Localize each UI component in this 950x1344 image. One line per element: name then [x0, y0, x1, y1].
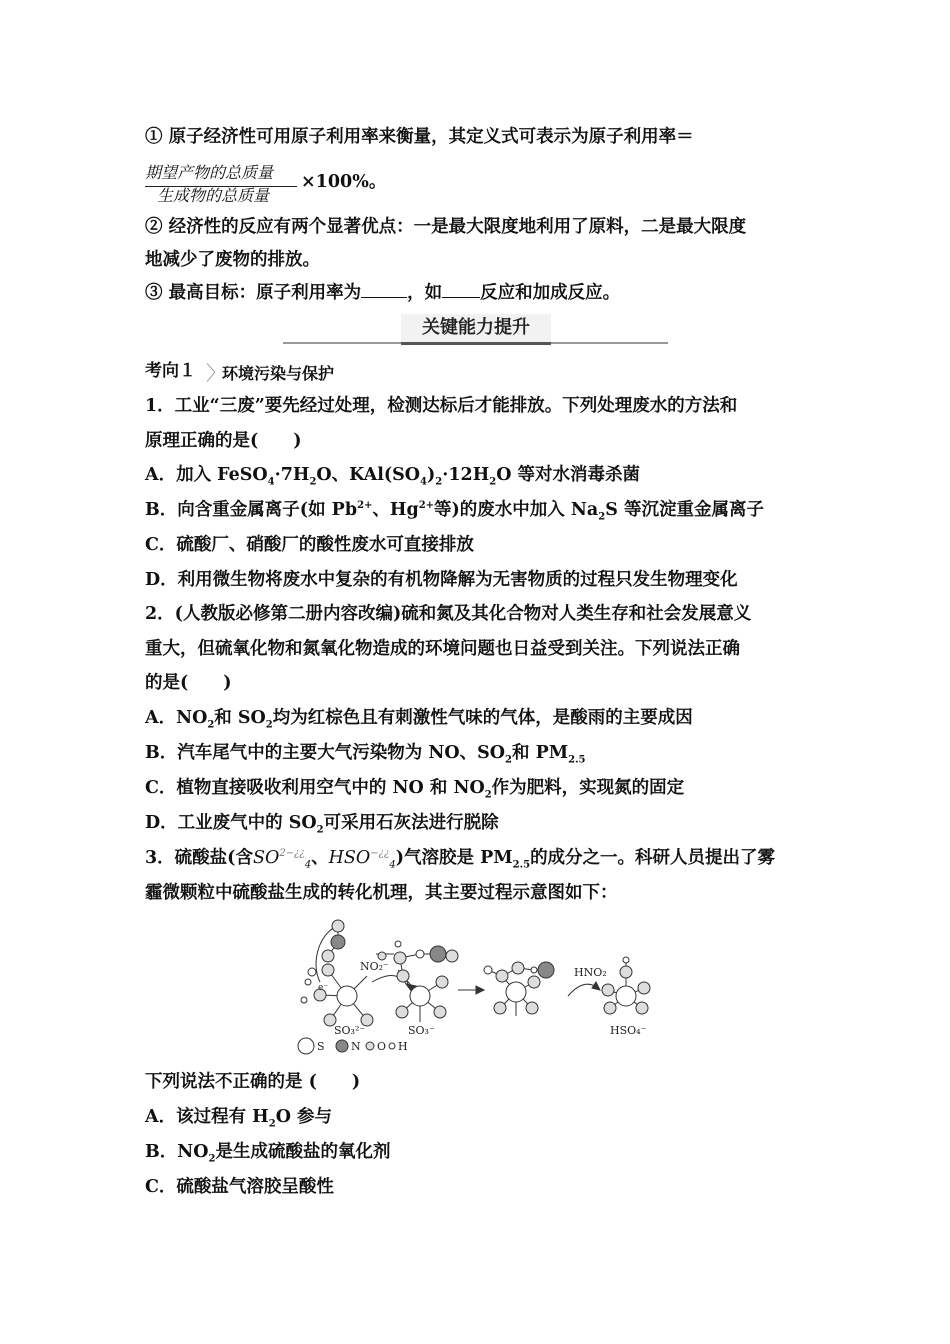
q2-option-d[interactable]: D．工业废气中的 $SO_2$可采用石灰法进行脱除	[145, 813, 499, 836]
label-hso4: HSO₄⁻	[610, 1024, 647, 1037]
mechanism-figure	[290, 912, 660, 1062]
principle-line-2a: ② 经济性的反应有两个显著优点：一是最大限度地利用了原料，二是最大限度	[145, 217, 747, 237]
q1-stem-1: 1．工业“三废”要先经过处理，检测达标后才能排放。下列处理废水的方法和	[145, 396, 738, 416]
q2-option-b[interactable]: B．汽车尾气中的主要大气污染物为 NO、$SO_2$和 $PM_{2.5}$	[145, 743, 586, 766]
kaoxiang-label: 考向１	[145, 361, 196, 381]
fraction-numerator: 期望产物的总质量	[145, 163, 274, 182]
q3-stem-1: 3．硫酸盐(含$SO^{2-¿¿}_4$、$HSO^{-¿¿}_4$)气溶胶是 $PM_{2.5}$的成分之一。科研人员提出了雾	[145, 848, 776, 871]
principle-line-3: ③ 最高目标：原子利用率为 ，如 反应和加成反应。	[145, 283, 621, 303]
kaoxiang-arrow-icon: 〉	[206, 361, 226, 385]
principle-line-2b: 地减少了废物的排放。	[145, 250, 320, 270]
legend-h: H	[398, 1040, 408, 1053]
ion-sulfate: $SO^{2-¿¿}_4$	[252, 848, 312, 871]
q1-stem-2: 原理正确的是( )	[145, 431, 302, 451]
legend-o: O	[377, 1040, 387, 1053]
q3-option-a[interactable]: A．该过程有 $H_2O$ 参与	[145, 1107, 333, 1130]
q2-stem-3: 的是( )	[145, 673, 232, 693]
q2-option-c[interactable]: C．植物直接吸收利用空气中的 NO 和 $NO_2$作为肥料，实现氮的固定	[145, 778, 685, 801]
principle-line-1: ① 原子经济性可用原子利用率来衡量，其定义式可表示为原子利用率＝	[145, 127, 694, 147]
ion-bisulfate: $HSO^{-¿¿}_4$	[328, 848, 396, 871]
label-hno2: HNO₂	[574, 966, 607, 979]
q2-stem-2: 重大，但硫氧化物和氮氧化物造成的环境问题也日益受到关注。下列说法正确	[145, 639, 740, 659]
q3-ask: 下列说法不正确的是 ( )	[145, 1072, 361, 1092]
answer-blank-1[interactable]	[361, 283, 407, 298]
q3-option-b[interactable]: B．$NO_2$是生成硫酸盐的氧化剂	[145, 1142, 391, 1165]
q1-option-c[interactable]: C．硫酸厂、硝酸厂的酸性废水可直接排放	[145, 535, 474, 555]
fraction-times: ×100%。	[301, 172, 387, 192]
q2-stem-1: 2．(人教版必修第二册内容改编)硫和氮及其化合物对人类生存和社会发展意义	[145, 604, 752, 624]
section-banner	[283, 314, 668, 344]
q3-stem-2: 霾微颗粒中硫酸盐生成的转化机理，其主要过程示意图如下：	[145, 883, 618, 903]
fraction-denominator: 生成物的总质量	[157, 186, 270, 205]
label-so3-2: SO₃²⁻	[334, 1024, 366, 1037]
label-so3: SO₃⁻	[408, 1024, 435, 1037]
q2-option-a[interactable]: A．$NO_2$和 $SO_2$均为红棕色且有刺激性气味的气体，是酸雨的主要成因	[145, 708, 693, 731]
label-electron: e⁻	[318, 983, 329, 993]
q1-option-a[interactable]: A．加入 $FeSO_4\cdot 7H_2O$、$KAl(SO_4)_2\cdot 12H_2O$ 等对水消毒杀菌	[145, 465, 641, 488]
kaoxiang-title: 环境污染与保护	[222, 364, 335, 383]
q1-option-d[interactable]: D．利用微生物将废水中复杂的有机物降解为无害物质的过程只发生物理变化	[145, 570, 738, 590]
q1-option-b[interactable]: B．向含重金属离子(如 $Pb^{2+}$、$Hg^{2+}$等)的废水中加入 $Na_2S$ 等沉淀重金属离子	[145, 500, 764, 523]
legend-n: N	[351, 1040, 361, 1053]
q3-option-c[interactable]: C．硫酸盐气溶胶呈酸性	[145, 1177, 334, 1197]
answer-blank-2[interactable]	[442, 283, 480, 298]
label-no2: NO₂⁻	[360, 960, 389, 973]
legend-s: S	[317, 1040, 325, 1053]
banner-title: 关键能力提升	[401, 314, 551, 345]
